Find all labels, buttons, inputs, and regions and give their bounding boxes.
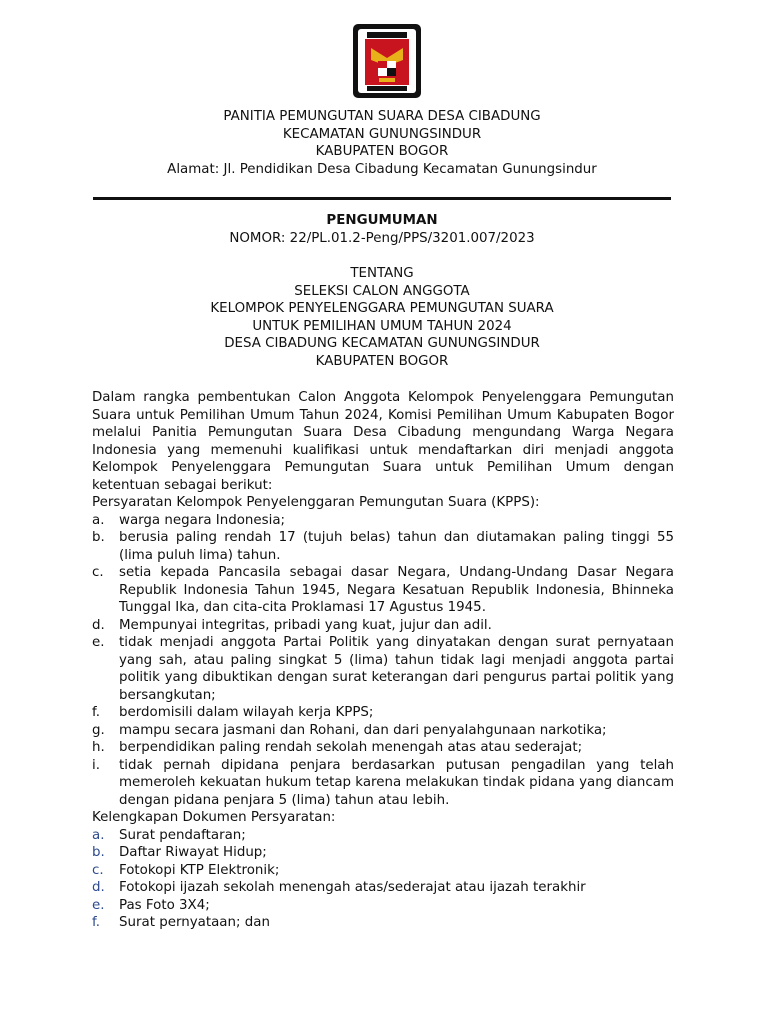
list-marker: a. — [92, 512, 105, 528]
list-item — [92, 617, 674, 635]
list-marker: a. — [92, 827, 105, 843]
list-text: warga negara Indonesia; — [119, 512, 286, 528]
subject-block — [92, 265, 672, 370]
kpu-logo — [351, 22, 423, 100]
list-marker: g. — [92, 722, 105, 738]
list-text: tidak menjadi anggota Partai Politik yang dinyatakan dengan surat pernyataan yang sah, atau paling singkat 5 (lima) tahun tidak lagi menjadi anggota partai politik yang dibuktikan dengan surat keterangan dari pengurus partai politik yang bersangkutan; — [119, 635, 674, 703]
list-text: Daftar Riwayat Hidup; — [119, 845, 267, 860]
list-item — [92, 512, 674, 530]
list-marker: c. — [92, 565, 104, 580]
list-marker: d. — [92, 617, 105, 633]
requirements-list — [92, 512, 674, 810]
list-item — [92, 739, 674, 757]
subject-line-1: TENTANG — [350, 266, 414, 281]
list-text: Mempunyai integritas, pribadi yang kuat, jujur dan adil. — [119, 617, 492, 633]
list-marker: e. — [92, 897, 105, 913]
subject-line-3: KELOMPOK PENYELENGGARA PEMUNGUTAN SUARA — [210, 301, 554, 316]
list-text: Fotokopi KTP Elektronik; — [119, 862, 280, 878]
list-item — [92, 634, 674, 704]
letterhead-line-2: KECAMATAN GUNUNGSINDUR — [282, 126, 482, 142]
subject-line-4: UNTUK PEMILIHAN UMUM TAHUN 2024 — [252, 318, 512, 334]
list-marker: i. — [92, 757, 100, 773]
list-text: mampu secara jasmani dan Rohani, dan dari penyalahgunaan narkotika; — [119, 722, 607, 738]
list-marker: b. — [92, 530, 105, 545]
header-divider — [93, 197, 671, 200]
announcement-title: PENGUMUMAN — [326, 213, 438, 228]
list-text: Pas Foto 3X4; — [119, 897, 210, 913]
list-item — [92, 914, 674, 932]
intro-paragraph: Dalam rangka pembentukan Calon Anggota Kelompok Penyelenggara Pemungutan Suara untuk Pemilihan Umum Tahun 2024, Komisi Pemilihan Umum Kabupaten Bogor melalui Panitia Pemungutan Suara Desa Cibadung mengundang Warga Negara Indonesia yang memenuhi kualifikasi untuk mendaftarkan diri menjadi anggota Kelompok Penyelenggara Pemungutan Suara untuk Pemilihan Umum dengan ketentuan sebagai berikut: — [92, 390, 674, 493]
list-marker: e. — [92, 635, 105, 650]
subject-line-2: SELEKSI CALON ANGGOTA — [294, 283, 470, 299]
list-marker: f. — [92, 915, 100, 930]
subject-line-6: KABUPATEN BOGOR — [315, 353, 449, 369]
list-text: berpendidikan paling rendah sekolah menengah atas atau sederajat; — [119, 740, 583, 755]
list-marker: d. — [92, 880, 105, 895]
letterhead-line-3: KABUPATEN BOGOR — [315, 144, 449, 159]
list-item — [92, 827, 674, 845]
documents-heading: Kelengkapan Dokumen Persyaratan: — [92, 810, 336, 825]
list-marker: f. — [92, 705, 100, 720]
list-item — [92, 757, 674, 810]
announcement-title-block — [92, 212, 672, 247]
letterhead-line-1: PANITIA PEMUNGUTAN SUARA DESA CIBADUNG — [223, 109, 541, 124]
requirements-heading: Persyaratan Kelompok Penyelenggaran Pemungutan Suara (KPPS): — [92, 495, 540, 510]
list-item — [92, 879, 674, 897]
list-item — [92, 862, 674, 880]
list-text: Surat pendaftaran; — [119, 827, 246, 843]
list-marker: h. — [92, 740, 105, 755]
list-text: Surat pernyataan; dan — [119, 915, 270, 930]
letterhead-address: Alamat: Jl. Pendidikan Desa Cibadung Kecamatan Gunungsindur — [167, 161, 597, 177]
list-text: berdomisili dalam wilayah kerja KPPS; — [119, 705, 374, 720]
letterhead — [92, 108, 672, 178]
documents-list — [92, 827, 674, 932]
list-marker: b. — [92, 845, 105, 860]
subject-line-5: DESA CIBADUNG KECAMATAN GUNUNGSINDUR — [224, 336, 540, 351]
list-text: setia kepada Pancasila sebagai dasar Negara, Undang-Undang Dasar Negara Republik Indonesia Tahun 1945, Negara Kesatuan Republik Indonesia, Bhinneka Tunggal Ika, dan cita-cita Proklamasi 17 Agustus 1945. — [119, 565, 674, 615]
list-item — [92, 564, 674, 617]
announcement-number: NOMOR: 22/PL.01.2-Peng/PPS/3201.007/2023 — [229, 230, 535, 246]
announcement-body — [92, 389, 674, 932]
list-marker: c. — [92, 862, 104, 878]
list-text: berusia paling rendah 17 (tujuh belas) tahun dan diutamakan paling tinggi 55 (lima puluh lima) tahun. — [119, 530, 674, 563]
list-text: tidak pernah dipidana penjara berdasarkan putusan pengadilan yang telah memeroleh kekuatan hukum tetap karena melakukan tindak pidana yang diancam dengan pidana penjara 5 (lima) tahun atau lebih. — [119, 757, 674, 808]
list-item — [92, 722, 674, 740]
list-item — [92, 529, 674, 564]
list-item — [92, 704, 674, 722]
list-item — [92, 897, 674, 915]
list-item — [92, 844, 674, 862]
list-text: Fotokopi ijazah sekolah menengah atas/sederajat atau ijazah terakhir — [119, 880, 586, 895]
